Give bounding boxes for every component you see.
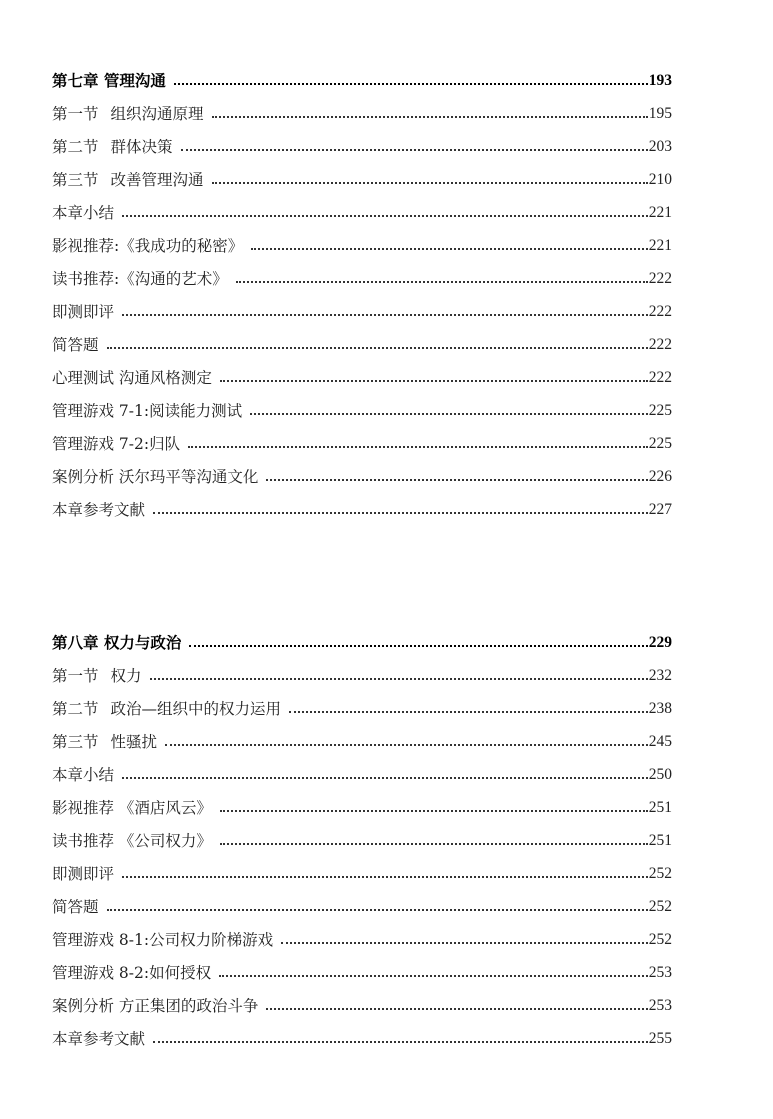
- toc-title-text: 性骚扰: [110, 733, 158, 751]
- dot-leader: [188, 446, 648, 448]
- toc-title-text: 管理游戏 8-1:公司权力阶梯游戏: [52, 931, 274, 949]
- toc-title: [52, 1030, 145, 1048]
- toc-section-label: 第三节: [52, 171, 99, 189]
- toc-chapter-heading[interactable]: [52, 628, 672, 652]
- toc-title: [52, 865, 114, 883]
- toc-page-number: 225: [648, 402, 672, 419]
- toc-page-number: 238: [648, 700, 672, 717]
- toc-title-text: 群体决策: [110, 138, 173, 156]
- toc-title: [52, 667, 142, 685]
- toc-title-text: 读书推荐 《公司权力》: [52, 832, 212, 850]
- toc-entry[interactable]: [52, 694, 672, 718]
- toc-title-text: 本章参考文献: [52, 1030, 146, 1048]
- toc-title-text: 管理游戏 7-2:归队: [52, 435, 181, 453]
- toc-title: [52, 700, 281, 718]
- dot-leader: [266, 1008, 647, 1010]
- toc-title: [52, 832, 212, 850]
- toc-page-number: 252: [648, 931, 672, 948]
- toc-title-text: 即测即评: [52, 865, 115, 883]
- toc-title-text: 权力: [110, 667, 142, 685]
- toc-page-number: 221: [648, 237, 672, 254]
- toc-title: [52, 72, 166, 90]
- toc-page-number: 221: [648, 204, 672, 221]
- toc-entry[interactable]: [52, 1024, 672, 1048]
- toc-page-number: 253: [648, 997, 672, 1014]
- toc-section-label: 第一节: [52, 105, 99, 123]
- dot-leader: [153, 1041, 648, 1043]
- toc-entry[interactable]: [52, 363, 672, 387]
- toc-page-number: 251: [648, 832, 672, 849]
- toc-page-number: 222: [648, 369, 672, 386]
- dot-leader: [212, 182, 648, 184]
- toc-title: [52, 270, 228, 288]
- toc-title: [52, 369, 212, 387]
- toc-page-number: 232: [648, 667, 672, 684]
- dot-leader: [219, 975, 648, 977]
- toc-title-text: 本章小结: [52, 204, 115, 222]
- toc-title-text: 管理游戏 8-2:如何授权: [52, 964, 212, 982]
- toc-entry[interactable]: [52, 297, 672, 321]
- toc-title: [52, 468, 258, 486]
- toc-title: [52, 237, 243, 255]
- dot-leader: [289, 711, 648, 713]
- toc-title-text: 改善管理沟通: [110, 171, 204, 189]
- dot-leader: [189, 645, 647, 647]
- toc-title: [52, 634, 181, 652]
- dot-leader: [165, 744, 648, 746]
- toc-title-text: 第八章 权力与政治: [52, 633, 182, 652]
- dot-leader: [122, 777, 648, 779]
- toc-page-number: 255: [648, 1030, 672, 1047]
- toc-title-text: 简答题: [52, 898, 99, 916]
- toc-page-number: 222: [648, 270, 672, 287]
- toc-entry[interactable]: [52, 760, 672, 784]
- dot-leader: [150, 678, 648, 680]
- toc-page-number: 251: [648, 799, 672, 816]
- toc-entry[interactable]: [52, 495, 672, 519]
- toc-title: [52, 105, 204, 123]
- toc-page-number: 245: [648, 733, 672, 750]
- toc-page-number: 222: [648, 303, 672, 320]
- toc-section-label: 第一节: [52, 667, 99, 685]
- toc-title: [52, 799, 212, 817]
- toc-entry[interactable]: [52, 958, 672, 982]
- toc-title: [52, 931, 273, 949]
- toc-page-number: 227: [648, 501, 672, 518]
- toc-title-text: 案例分析 沃尔玛平等沟通文化: [52, 468, 259, 486]
- toc-entry[interactable]: [52, 892, 672, 916]
- toc-title-text: 简答题: [52, 336, 99, 354]
- toc-title-text: 管理游戏 7-1:阅读能力测试: [52, 402, 243, 420]
- toc-entry[interactable]: [52, 727, 672, 751]
- toc-entry[interactable]: [52, 99, 672, 123]
- toc-title-text: 影视推荐:《我成功的秘密》: [52, 237, 244, 255]
- toc-chapter-heading[interactable]: [52, 66, 672, 90]
- toc-entry[interactable]: [52, 165, 672, 189]
- toc-entry[interactable]: [52, 231, 672, 255]
- dot-leader: [181, 149, 648, 151]
- toc-page-number: 226: [648, 468, 672, 485]
- toc-title: [52, 766, 114, 784]
- dot-leader: [281, 942, 648, 944]
- dot-leader: [220, 843, 648, 845]
- dot-leader: [174, 83, 648, 85]
- toc-title-text: 心理测试 沟通风格测定: [52, 369, 212, 387]
- toc-entry[interactable]: [52, 330, 672, 354]
- dot-leader: [107, 909, 648, 911]
- toc-page-number: 252: [648, 865, 672, 882]
- toc-title: [52, 171, 204, 189]
- dot-leader: [266, 479, 647, 481]
- toc-page-number: 195: [648, 105, 672, 122]
- toc-entry[interactable]: [52, 198, 672, 222]
- toc-entry[interactable]: [52, 859, 672, 883]
- toc-entry[interactable]: [52, 132, 672, 156]
- dot-leader: [122, 876, 648, 878]
- toc-entry[interactable]: [52, 661, 672, 685]
- dot-leader: [220, 380, 648, 382]
- toc-title-text: 第七章 管理沟通: [52, 71, 166, 90]
- toc-section-label: 第三节: [52, 733, 99, 751]
- toc-entry[interactable]: [52, 826, 672, 850]
- toc-title: [52, 435, 180, 453]
- toc-entry[interactable]: [52, 991, 672, 1015]
- toc-entry[interactable]: [52, 462, 672, 486]
- toc-page-number: 253: [648, 964, 672, 981]
- toc-title: [52, 964, 211, 982]
- toc-entry[interactable]: [52, 429, 672, 453]
- toc-title-text: 案例分析 方正集团的政治斗争: [52, 997, 259, 1015]
- toc-page-number: 225: [648, 435, 672, 452]
- toc-title: [52, 204, 114, 222]
- toc-page-number: 252: [648, 898, 672, 915]
- toc-title-text: 本章参考文献: [52, 501, 146, 519]
- dot-leader: [122, 314, 648, 316]
- toc-title: [52, 303, 114, 321]
- toc-title: [52, 997, 258, 1015]
- toc-entry[interactable]: [52, 793, 672, 817]
- dot-leader: [236, 281, 648, 283]
- toc-page-number: 203: [648, 138, 672, 155]
- toc-section-label: 第二节: [52, 700, 99, 718]
- dot-leader: [212, 116, 648, 118]
- toc-page-number: 210: [648, 171, 672, 188]
- toc-entry[interactable]: [52, 925, 672, 949]
- dot-leader: [220, 810, 648, 812]
- dot-leader: [153, 512, 648, 514]
- toc-title: [52, 501, 145, 519]
- dot-leader: [107, 347, 648, 349]
- toc-title: [52, 336, 99, 354]
- toc-title-text: 本章小结: [52, 766, 115, 784]
- toc-page-number: 229: [648, 634, 672, 651]
- toc-title-text: 政治—组织中的权力运用: [110, 700, 282, 718]
- dot-leader: [251, 248, 648, 250]
- toc-page-number: 250: [648, 766, 672, 783]
- dot-leader: [250, 413, 648, 415]
- toc-title: [52, 402, 242, 420]
- toc-page-number: 222: [648, 336, 672, 353]
- dot-leader: [122, 215, 648, 217]
- toc-title: [52, 733, 157, 751]
- toc-page-number: 193: [648, 72, 672, 89]
- toc-title-text: 影视推荐 《酒店风云》: [52, 799, 212, 817]
- toc-title-text: 组织沟通原理: [110, 105, 204, 123]
- toc-entry[interactable]: [52, 396, 672, 420]
- toc-title-text: 即测即评: [52, 303, 115, 321]
- toc-title: [52, 138, 173, 156]
- toc-entry[interactable]: [52, 264, 672, 288]
- toc-title: [52, 898, 99, 916]
- toc-title-text: 读书推荐:《沟通的艺术》: [52, 270, 228, 288]
- toc-section-label: 第二节: [52, 138, 99, 156]
